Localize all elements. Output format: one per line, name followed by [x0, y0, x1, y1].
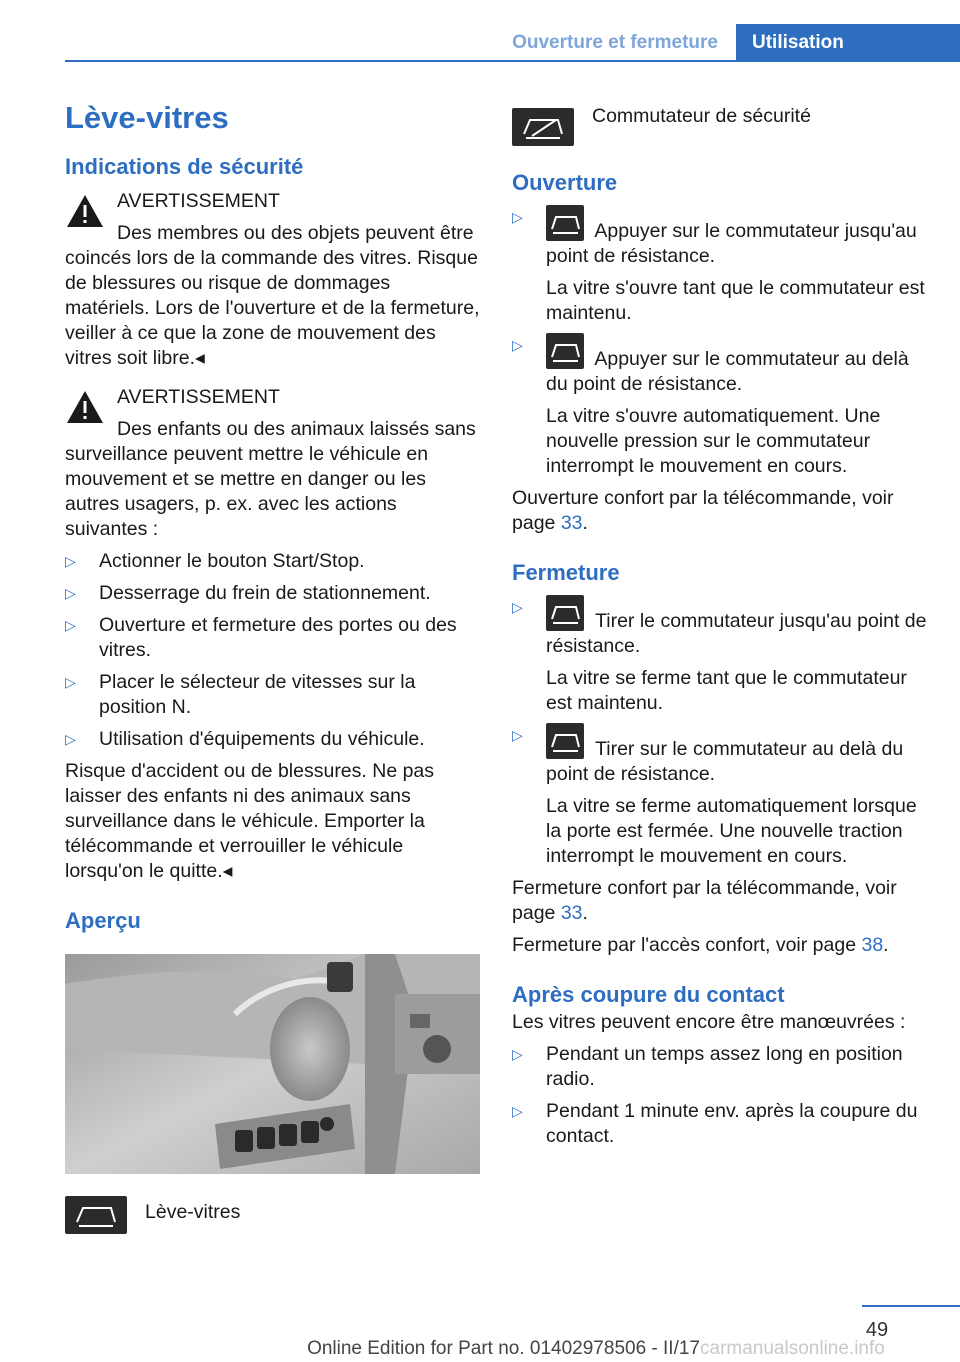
list-item: ▷ Tirer sur le commutateur au delà du point de résistance. La vitre se ferme automatiquement lorsque la porte est fermée. Une nouvelle traction interrompt le mouvement en cours. [512, 723, 930, 869]
overview-heading: Aperçu [65, 908, 141, 933]
triangle-bullet-icon: ▷ [512, 209, 523, 225]
warning-title: AVERTISSEMENT [117, 190, 280, 212]
warning-body: Des enfants ou des animaux laissés sans surveillance peuvent mettre le véhicule en mouvement et se mettre en danger ou les autres usagers, p. ex. avec les actions suivantes : [65, 418, 476, 540]
window-switch-icon [546, 205, 584, 241]
triangle-bullet-icon: ▷ [512, 1103, 523, 1119]
warning-closing: Risque d'accident ou de blessures. Ne pas laisser des enfants ni des animaux sans surveillance dans le véhicule. Emporter la télécommande et verrouiller le véhicule lorsqu'on le quitte.◂ [65, 760, 435, 882]
opening-list [512, 205, 930, 479]
triangle-bullet-icon: ▷ [512, 1046, 523, 1062]
footer-rule [862, 1305, 960, 1307]
triangle-bullet-icon: ▷ [65, 674, 76, 690]
page-title: Lève-vitres [65, 100, 229, 135]
warning-block-2 [65, 385, 480, 542]
closing-list [512, 595, 930, 869]
opening-comfort-text: Ouverture confort par la télécommande, voir page 33. [512, 487, 894, 534]
warning-block-1 [65, 189, 480, 371]
page-link[interactable]: 33 [560, 902, 583, 924]
edition-note: Online Edition for Part no. 01402978506 - II/17 [307, 1338, 700, 1359]
list-item: ▷ Pendant 1 minute env. après la coupure du contact. [512, 1100, 918, 1147]
closing-comfort-text: Fermeture confort par la télécommande, voir page 33. [512, 877, 897, 924]
safety-heading: Indications de sécurité [65, 154, 304, 179]
opening-heading: Ouverture [512, 170, 618, 195]
warning-triangle-icon [65, 389, 105, 425]
page-link[interactable]: 38 [861, 934, 884, 956]
triangle-bullet-icon: ▷ [65, 731, 76, 747]
triangle-bullet-icon: ▷ [65, 553, 76, 569]
after-ignition-intro: Les vitres peuvent encore être manœuvrées : [512, 1011, 906, 1033]
list-item: ▷ Tirer le commutateur jusqu'au point de résistance. La vitre se ferme tant que le commutateur est maintenu. [512, 595, 930, 716]
legend-label: Commutateur de sécurité [592, 105, 811, 127]
legend-label: Lève-vitres [145, 1201, 241, 1223]
header-section-title: Ouverture et fermeture [512, 32, 718, 53]
list-item: ▷ Appuyer sur le commutateur au delà du point de résistance. La vitre s'ouvre automatiquement. Une nouvelle pression sur le commutateur interrompt le mouvement en cours. [512, 333, 930, 479]
header-chapter-tab: Utilisation [736, 24, 960, 61]
left-column [65, 98, 480, 1234]
window-switch-icon [546, 595, 584, 631]
safety-switch-icon [512, 108, 574, 146]
closing-heading: Fermeture [512, 560, 620, 585]
warning-triangle-icon [65, 193, 105, 229]
watermark: carmanualsonline.info [700, 1338, 885, 1359]
list-item: ▷ Placer le sélecteur de vitesses sur la position N. [65, 671, 416, 718]
closing-access-text: Fermeture par l'accès confort, voir page 38. [512, 934, 889, 956]
triangle-bullet-icon: ▷ [512, 727, 523, 743]
triangle-bullet-icon: ▷ [512, 337, 523, 353]
warning-title: AVERTISSEMENT [117, 386, 280, 408]
triangle-bullet-icon: ▷ [65, 585, 76, 601]
warning-actions-list [65, 549, 480, 752]
list-item: ▷ Utilisation d'équipements du véhicule. [65, 728, 425, 750]
triangle-bullet-icon: ▷ [512, 599, 523, 615]
right-column [512, 98, 930, 1156]
legend-safety-switch [512, 105, 930, 146]
list-item: ▷ Appuyer sur le commutateur jusqu'au point de résistance. La vitre s'ouvre tant que le commutateur est maintenu. [512, 205, 930, 326]
window-switch-icon [546, 333, 584, 369]
triangle-bullet-icon: ▷ [65, 617, 76, 633]
list-item: ▷ Desserrage du frein de stationnement. [65, 582, 431, 604]
header-rule [65, 60, 960, 62]
after-ignition-list [512, 1042, 930, 1149]
page-link[interactable]: 33 [560, 512, 583, 534]
window-switch-icon [65, 1196, 127, 1234]
list-item: ▷ Actionner le bouton Start/Stop. [65, 550, 365, 572]
page-number: 49 [865, 1319, 889, 1341]
warning-body: Des membres ou des objets peuvent être coincés lors de la commande des vitres. Risque de blessures ou risque de dommages matériels. Lors de l'ouverture et de la fermeture, veiller à ce que la zone de mouvement des vitres soit libre.◂ [65, 222, 480, 369]
door-panel-photo [65, 954, 480, 1174]
list-item: ▷ Ouverture et fermeture des portes ou des vitres. [65, 614, 457, 661]
legend-window-lifter [65, 1196, 480, 1234]
after-ignition-heading: Après coupure du contact [512, 982, 785, 1007]
window-switch-icon [546, 723, 584, 759]
list-item: ▷ Pendant un temps assez long en position radio. [512, 1043, 903, 1090]
